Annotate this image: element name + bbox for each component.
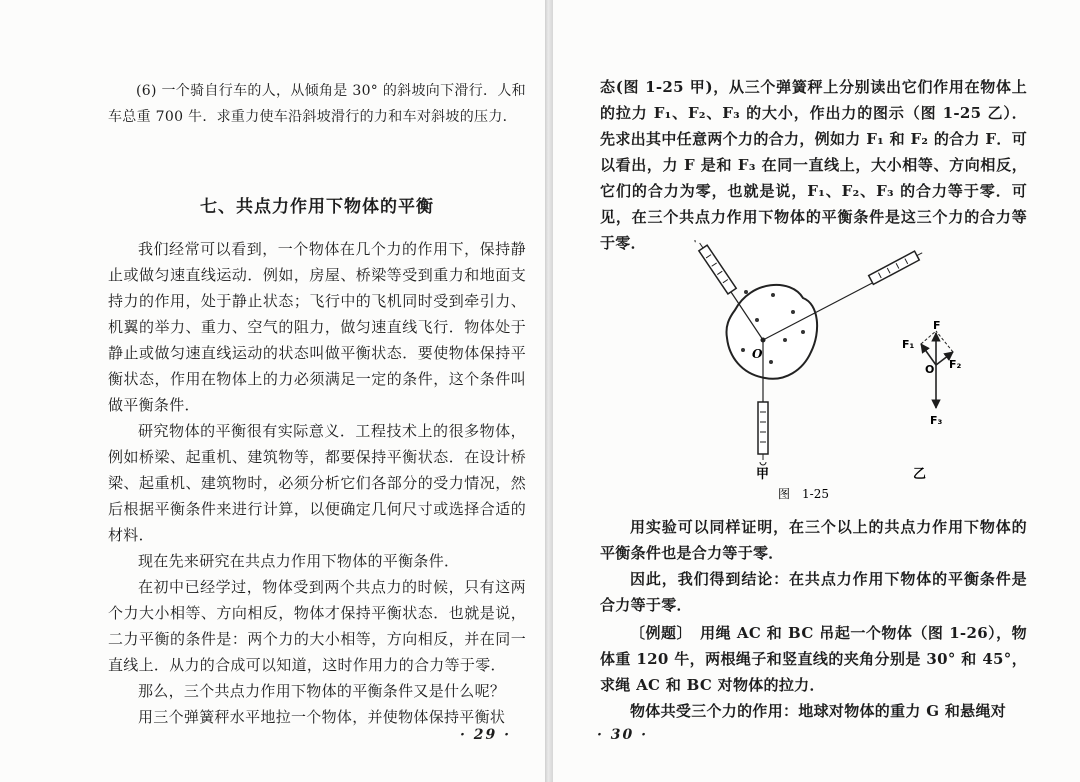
point-o-label-a: O xyxy=(752,347,763,361)
label-f1: F₁ xyxy=(902,338,915,351)
left-paragraph-2: 研究物体的平衡很有实际意义．工程技术上的很多物体，例如桥梁、起重机、建筑物等，都要保持平衡状态．在设计桥梁、起重机、建筑物时，必须分析它们各部分的受力情况，然后根据平衡条件来进行计算，以便确定几何尺寸或选择合适的材料． xyxy=(108,422,526,544)
right-page xyxy=(553,0,1080,782)
left-paragraph-1: 我们经常可以看到，一个物体在几个力的作用下，保持静止或做匀速直线运动．例如，房屋、桥梁等受到重力和地面支持力的作用，处于静止状态；飞行中的飞机同时受到牵引力、机翼的举力、重力、空气的阻力，做匀速直线飞行．物体处于静止或做匀速直线运动的状态叫做平衡状态．要使物体保持平衡状态，作用在物体上的力必须满足一定的条件，这个条件叫做平衡条件． xyxy=(108,240,526,414)
label-f: F xyxy=(933,319,941,332)
left-paragraph-4: 在初中已经学过，物体受到两个共点力的时候，只有这两个力大小相等、方向相反，物体才保持平衡状态．也就是说，二力平衡的条件是：两个力的大小相等，方向相反，并在同一直线上．从力的合成可以知道，这时作用力的合力等于零． xyxy=(108,578,526,674)
figure-1-25 xyxy=(653,240,983,510)
spring-scale-3 xyxy=(758,402,768,465)
label-jia: 甲 xyxy=(756,467,770,482)
right-paragraph-last: 物体共受三个力的作用：地球对物体的重力 G 和悬绳对 xyxy=(630,702,1007,720)
section-title: 七、共点力作用下物体的平衡 xyxy=(200,197,434,217)
conclusion-statement: 在共点力作用下物体的平衡条件是合力等于零． xyxy=(600,570,1027,614)
right-paragraph-1: 态(图 1-25 甲)，从三个弹簧秤上分别读出它们作用在物体上的拉力 F₁、F₂、F₃ 的大小，作出力的图示（图 1-25 乙）．先求出其中任意两个力的合力，例如力 F₁ 和 F₂ 的合力 F．可以看出，力 F 是和 F₃ 在同一直线上，大小相等、方向相反，它们的合力为零，也就是说，F₁、F₂、F₃ 的合力等于零．可见，在三个共点力作用下物体的平衡条件是这三个力的合力等于零． xyxy=(600,78,1027,252)
spring-scale-1 xyxy=(692,240,736,294)
label-yi: 乙 xyxy=(913,467,927,482)
left-paragraph-6: 用三个弹簧秤水平地拉一个物体，并使物体保持平衡状 xyxy=(138,708,506,726)
point-o-label-b: O xyxy=(925,363,935,376)
page-number-right: · 30 · xyxy=(597,727,648,743)
exercise-6: (6) 一个骑自行车的人，从倾角是 30° 的斜坡向下滑行．人和车总重 700 牛．求重力使车沿斜坡滑行的力和车对斜坡的压力． xyxy=(108,83,526,125)
figure-caption: 图 1-25 xyxy=(778,487,829,501)
spring-scale-2 xyxy=(869,248,925,284)
vector-f1 xyxy=(921,344,936,365)
label-f3: F₃ xyxy=(930,414,943,427)
book-gutter xyxy=(545,0,553,782)
conclusion xyxy=(600,566,1027,618)
figure-b-force-diagram xyxy=(902,319,962,427)
conclusion-lead: 因此，我们得到结论： xyxy=(630,570,790,588)
label-f2: F₂ xyxy=(949,358,962,371)
left-paragraph-5: 那么，三个共点力作用下物体的平衡条件又是什么呢？ xyxy=(138,682,506,700)
right-paragraph-2: 用实验可以同样证明，在三个以上的共点力作用下物体的平衡条件也是合力等于零． xyxy=(600,518,1027,562)
figure-a-apparatus xyxy=(692,240,924,465)
page-number-left: · 29 · xyxy=(460,727,511,743)
example-problem: 〔例题〕 用绳 AC 和 BC 吊起一个物体（图 1-26），物体重 120 牛，两根绳子和竖直线的夹角分别是 30° 和 45°，求绳 AC 和 BC 对物体的拉力． xyxy=(600,624,1027,694)
left-paragraph-3: 现在先来研究在共点力作用下物体的平衡条件． xyxy=(138,552,460,570)
